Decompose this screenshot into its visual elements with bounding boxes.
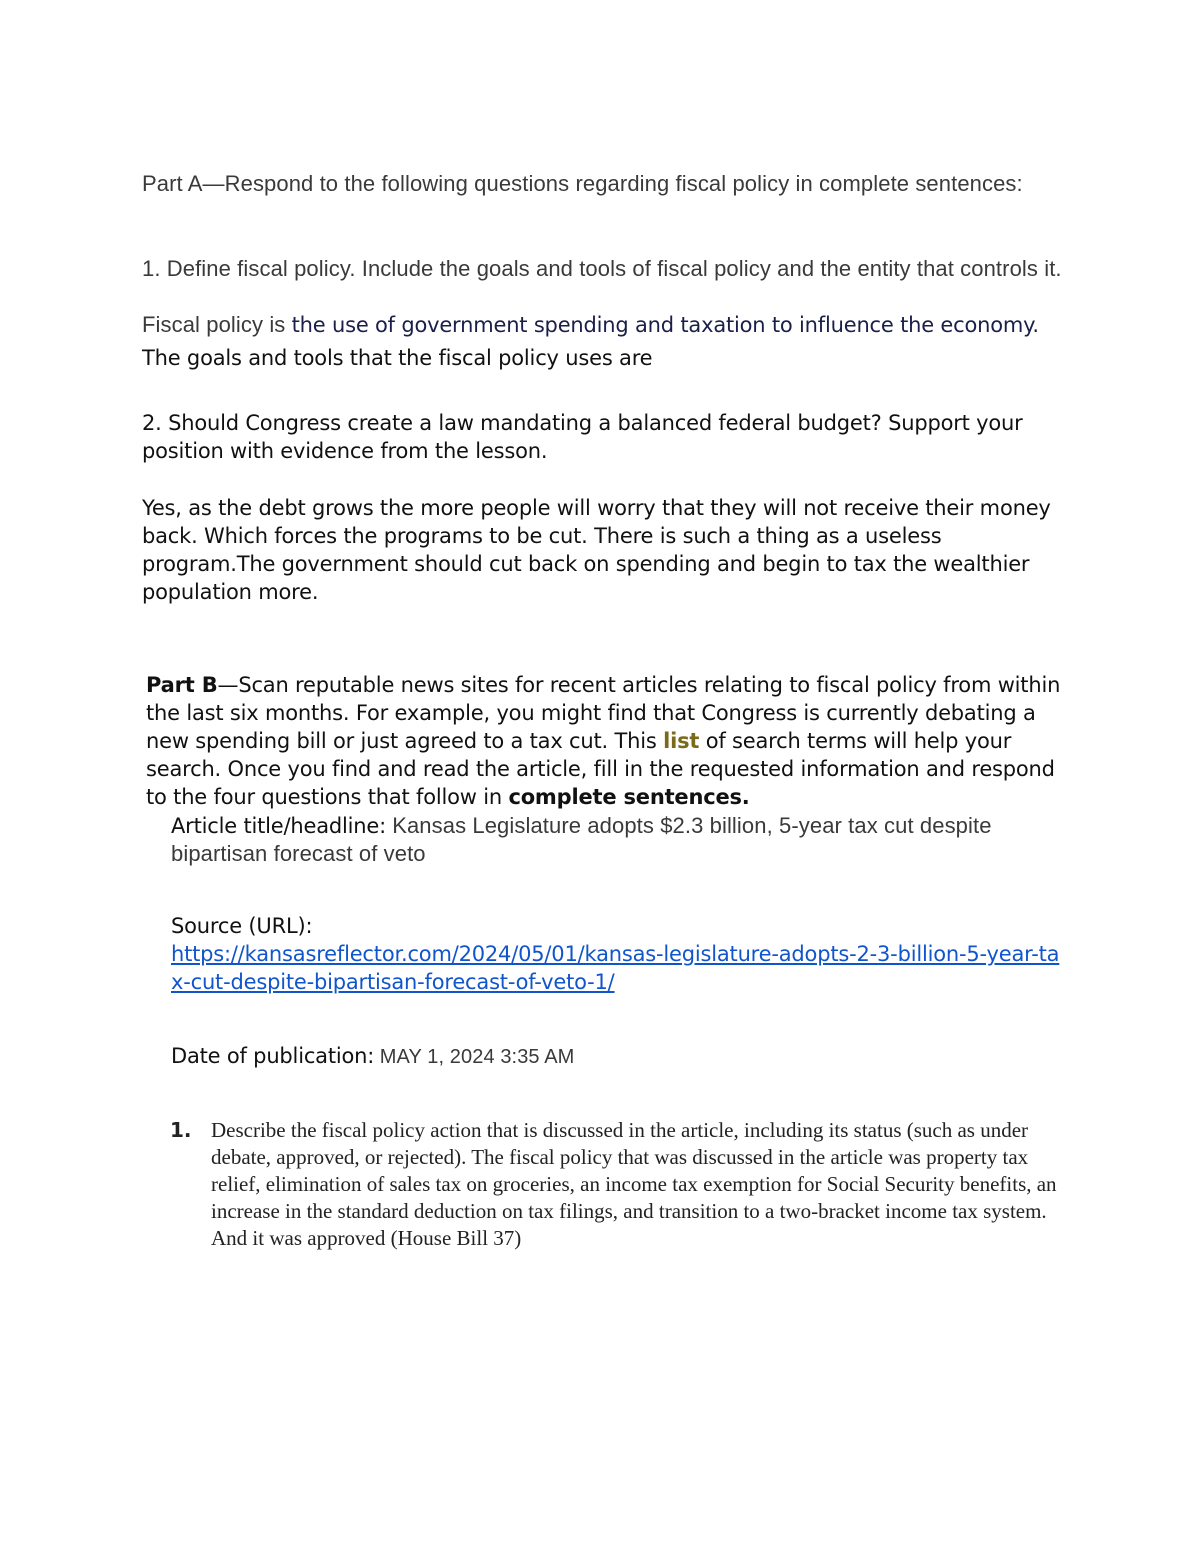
source-url-link[interactable]: https://kansasreflector.com/2024/05/01/kansas-legislature-adopts-2-3-billion-5-year-tax-cut-despite-bipartisan-forecast-of-veto-1/ [171, 942, 1060, 994]
question-2 [142, 409, 1062, 465]
answer-1-definition: the use of government spending and taxation to influence the economy. [291, 313, 1039, 337]
question-list-item [170, 1117, 1070, 1252]
source-url-field [171, 912, 1071, 996]
answer-2 [142, 494, 1062, 606]
answer-1-goals-text: The goals and tools that the fiscal policy uses are [142, 346, 653, 370]
publication-date-field [171, 1042, 1051, 1071]
part-b-label: Part B [146, 673, 218, 697]
publication-date-value: MAY 1, 2024 3:35 AM [374, 1046, 575, 1068]
article-title-label: Article title/headline: [171, 814, 386, 838]
article-title-value: Kansas Legislature adopts $2.3 billion, 5-year tax cut despite bipartisan forecast of veto [171, 813, 992, 866]
part-a-heading [142, 170, 1062, 198]
source-url-label: Source (URL): [171, 914, 313, 938]
article-title-field [171, 812, 1051, 868]
publication-date-label: Date of publication: [171, 1044, 375, 1068]
part-a-heading-text: Part A—Respond to the following questions regarding fiscal policy in complete sentences: [142, 171, 1023, 196]
answer-1-line-2 [142, 344, 1062, 372]
list-item-number: 1. [170, 1118, 192, 1142]
part-b-intro-bold: complete sentences. [508, 785, 750, 809]
list-item-text: Describe the fiscal policy action that is discussed in the article, including its status (such as under debate, approved, or rejected). The fiscal policy that was discussed in the article was property tax relief, elimination of sales tax on groceries, an income tax exemption for Social Security benefits, an increase in the standard deduction on tax filings, and transition to a two-bracket income tax system. And it was approved (House Bill 37) [211, 1118, 1057, 1250]
answer-2-text: Yes, as the debt grows the more people will worry that they will not receive their money back. Which forces the programs to be cut. There is such a thing as a useless program.The government should cut back on spending and begin to tax the wealthier population more. [142, 496, 1051, 604]
search-terms-list-link[interactable]: list [663, 729, 700, 753]
answer-1 [142, 311, 1102, 339]
question-2-text: 2. Should Congress create a law mandating a balanced federal budget? Support your position with evidence from the lesson. [142, 411, 1023, 463]
part-b-intro [146, 671, 1071, 811]
part-b-intro-1: —Scan reputable news sites for recent articles relating to fiscal policy from within the last six months. For example, you might find that Congress is currently debating a new spending bill or just agreed to a tax cut. This [146, 673, 1061, 753]
question-1-text: 1. Define fiscal policy. Include the goals and tools of fiscal policy and the entity that controls it. [142, 256, 1062, 281]
answer-1-lead: Fiscal policy is [142, 312, 292, 337]
question-1 [142, 255, 1062, 283]
part-b-intro-2: of search terms will help your search. Once you find and read the article, fill in the requested information and respond to the four questions that follow in [146, 729, 1055, 809]
